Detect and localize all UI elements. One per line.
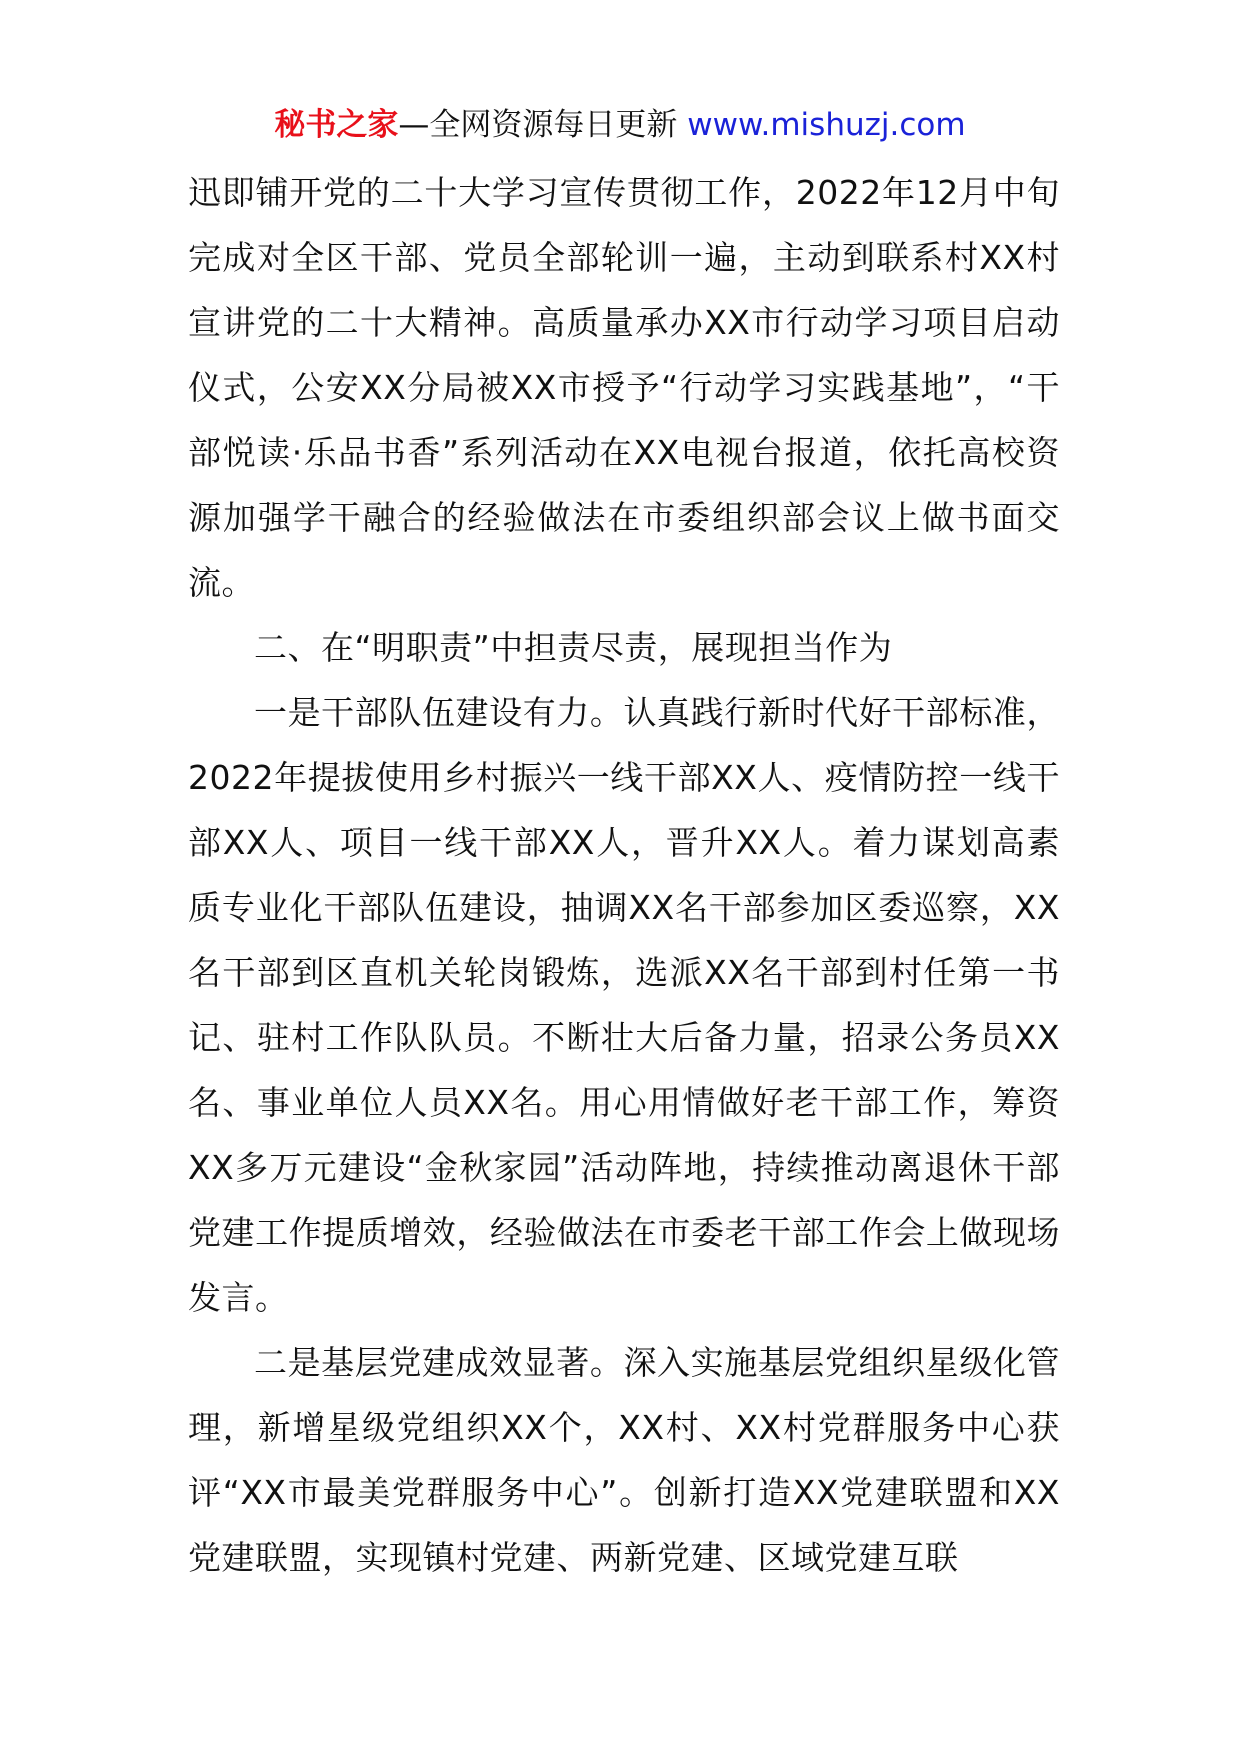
document-body xyxy=(188,160,1060,1590)
paragraph-cadre-team: 一是干部队伍建设有力。认真践行新时代好干部标准，2022年提拔使用乡村振兴一线干部XX人、疫情防控一线干部XX人、项目一线干部XX人，晋升XX人。着力谋划高素质专业化干部队伍建设，抽调XX名干部参加区委巡察，XX名干部到区直机关轮岗锻炼，选派XX名干部到村任第一书记、驻村工作队队员。不断壮大后备力量，招录公务员XX名、事业单位人员XX名。用心用情做好老干部工作，筹资XX多万元建设“金秋家园”活动阵地，持续推动离退休干部党建工作提质增效，经验做法在市委老干部工作会上做现场发言。 xyxy=(188,693,1060,1317)
header-slogan: —全网资源每日更新 xyxy=(398,107,688,143)
header-brand: 秘书之家 xyxy=(274,107,399,143)
header-url-link[interactable]: www.mishuzj.com xyxy=(687,107,966,143)
document-header xyxy=(0,100,1240,150)
section-heading: 二、在“明职责”中担责尽责，展现担当作为 xyxy=(254,628,893,667)
paragraph-grassroots: 二是基层党建成效显著。深入实施基层党组织星级化管理，新增星级党组织XX个，XX村、XX村党群服务中心获评“XX市最美党群服务中心”。创新打造XX党建联盟和XX党建联盟，实现镇村党建、两新党建、区域党建互联 xyxy=(188,1343,1060,1577)
paragraph-continuation: 迅即铺开党的二十大学习宣传贯彻工作，2022年12月中旬完成对全区干部、党员全部轮训一遍，主动到联系村XX村宣讲党的二十大精神。高质量承办XX市行动学习项目启动仪式，公安XX分局被XX市授予“行动学习实践基地”，“干部悦读·乐品书香”系列活动在XX电视台报道，依托高校资源加强学干融合的经验做法在市委组织部会议上做书面交流。 xyxy=(188,173,1060,602)
